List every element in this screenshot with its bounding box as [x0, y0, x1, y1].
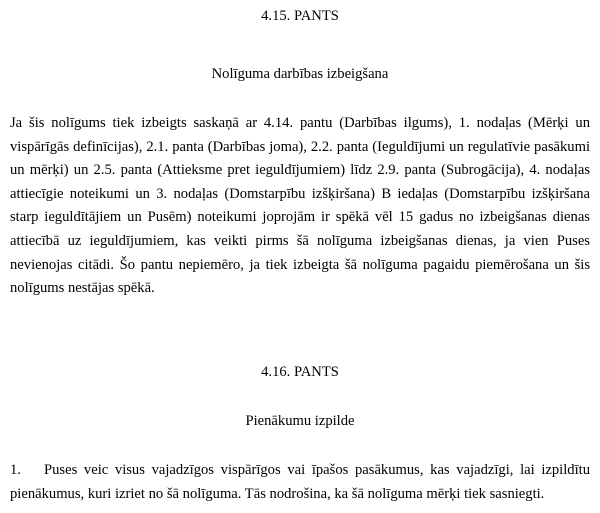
article-4-15-paragraph: Ja šis nolīgums tiek izbeigts saskaņā ar 4.14. pantu (Darbības ilgums), 1. nodaļas (Mērķi un vispārīgās definīcijas), 2.1. panta (Darbības joma), 2.2. panta (Ieguldījumi un regulatīvie pasākumi un mērķi) un 2.5. panta (Attieksme pret ieguldījumiem) līdz 2.9. panta (Subrogācija), 4. nodaļas attiecīgie noteikumi un 3. nodaļas (Domstarpību izšķiršana) B iedaļas (Domstarpību izšķiršana starp ieguldītājiem un Pusēm) noteikumi joprojām ir spēkā vēl 15 gadus no izbeigšanas dienas attiecībā uz ieguldījumiem, kas veikti pirms šā nolīguma izbeigšanas dienas, ja vien Puses nevienojas citādi. Šo pantu nepiemēro, ja tiek izbeigta šā nolīguma pagaidu piemērošana un šis nolīgums nestājas spēkā.	[10, 115, 590, 297]
article-4-16-title: Pienākumu izpilde	[245, 413, 355, 429]
list-item	[10, 458, 590, 506]
article-4-15-title: Nolīguma darbības izbeigšana	[211, 66, 389, 82]
article-4-15-number: 4.15. PANTS	[261, 8, 339, 24]
list-item-text: Puses veic visus vajadzīgos vispārīgos vai īpašos pasākumus, kas vajadzīgi, lai izpildītu pienākumus, kuri izriet no šā nolīguma. Tās nodrošina, ka šā nolīguma mērķi tiek sasniegti.	[10, 462, 590, 502]
article-4-16-number: 4.16. PANTS	[261, 364, 339, 380]
list-item-number: 1.	[10, 462, 21, 478]
